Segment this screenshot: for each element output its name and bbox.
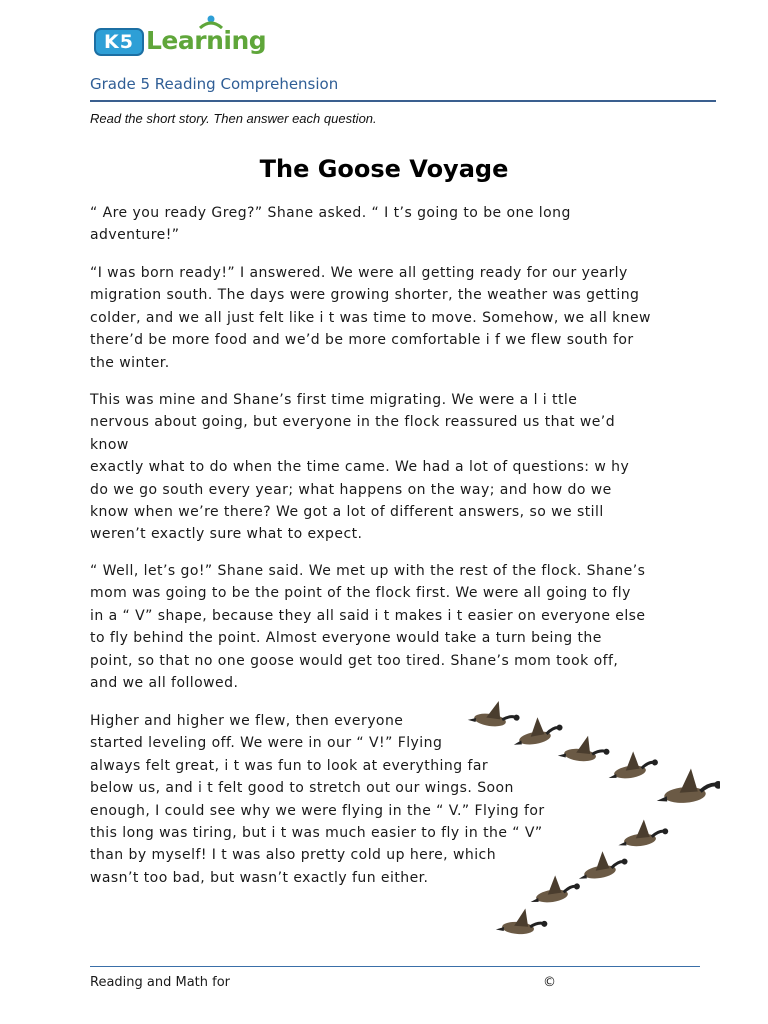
goose-icon: [605, 748, 659, 781]
goose-icon: [575, 847, 630, 881]
goose-icon: [467, 700, 521, 730]
logo-k5-badge: K5: [94, 28, 144, 56]
story-paragraph: “ Well, let’s go!” Shane said. We met up with the rest of the flock. Shane’s mom was going to be the point of the flock first. We were all going to fly in a “ V” shape, because they all said i t makes i t easier on everyone else to fly behind the point. Almost everyone would take a turn being the point, so that no one goose would get too tired. Shane’s mom took off, and we all followed.: [90, 563, 646, 692]
header-divider: [90, 100, 716, 102]
story-paragraph: “I was born ready!” I answered. We were all getting ready for our yearly migration south. The days were growing shorter, the weather was getting colder, and we all just felt like i t was time to move. Somehow, we all knew there’d be more food and we’d be more comfortable i f we flew south for the winter.: [90, 265, 651, 371]
logo-figure-icon: [196, 14, 226, 38]
footer-divider: [90, 966, 700, 967]
story-title: The Goose Voyage: [259, 155, 509, 183]
subject-heading: Grade 5 Reading Comprehension: [90, 75, 339, 93]
copyright-text: ©: [543, 975, 556, 990]
story-paragraph: This was mine and Shane’s first time migrating. We were a l i ttle nervous about going, but everyone in the flock reassured us that we’d know exactly what to do when the time came. We had a lot of questions: w hy do we go south every year; what happens on the way; and how do we know when we’re there? We got a lot of different answers, so we still weren’t exactly sure what to expect.: [90, 392, 630, 543]
flying-geese-illustration: [460, 700, 720, 950]
story-paragraph: Higher and higher we flew, then everyone started leveling off. We were in our “ V!” Flying always felt great, i t was fun to look at everything far below us, and i t felt good to stretch out our wings. Soon enough, I could see why we were flying in the “ V.” Flying for this long was tiring, but i t was much easier to fly in the “ V” than by myself! I t was also pretty cold up here, which wasn’t too bad, but wasn’t exactly fun either.: [90, 713, 545, 886]
goose-icon: [496, 907, 549, 936]
goose-icon: [616, 817, 669, 848]
instructions-text: Read the short story. Then answer each question.: [90, 111, 377, 126]
goose-icon: [557, 733, 610, 764]
k5-learning-logo: [92, 16, 267, 60]
goose-icon: [527, 872, 581, 905]
goose-icon: [655, 766, 720, 804]
logo-wordmark: Learning: [146, 26, 267, 55]
footer-text: Reading and Math for: [90, 975, 231, 990]
story-paragraph: “ Are you ready Greg?” Shane asked. “ I t’s going to be one long adventure!”: [90, 205, 571, 244]
